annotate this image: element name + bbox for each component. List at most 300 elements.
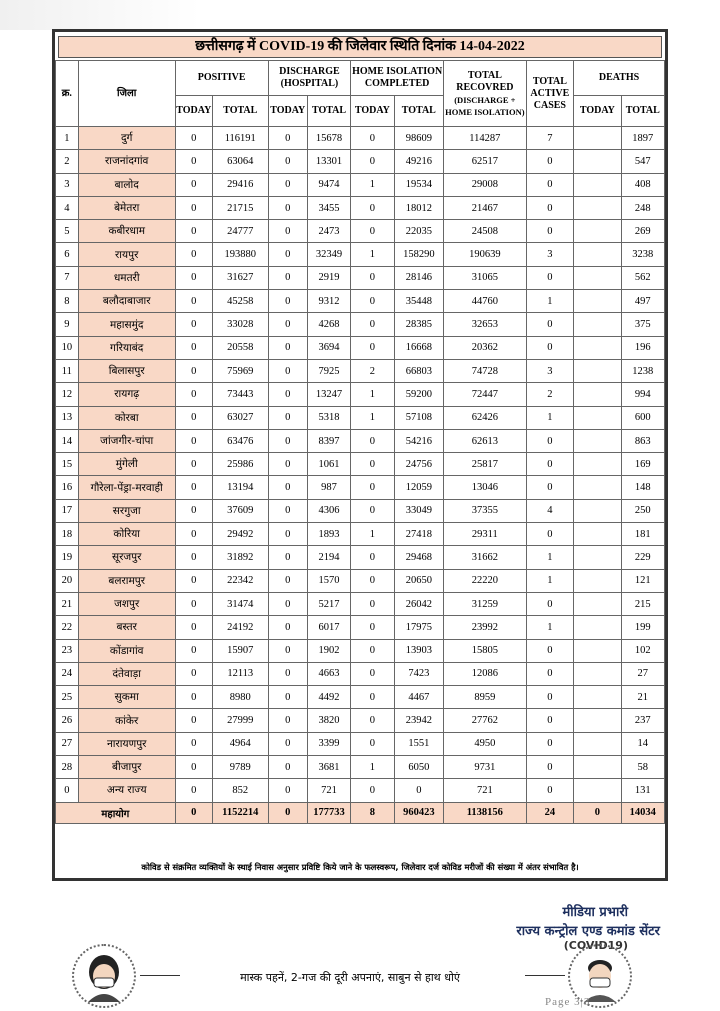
cell-ptot: 9789 xyxy=(212,756,268,779)
cell-htot: 158290 xyxy=(394,243,444,266)
total-deaths-total: 14034 xyxy=(621,802,664,823)
cell-ptot: 33028 xyxy=(212,313,268,336)
cell-sn: 0 xyxy=(56,779,79,802)
cell-ht: 0 xyxy=(351,732,394,755)
cell-rec: 190639 xyxy=(444,243,527,266)
table-row xyxy=(56,173,665,196)
cell-act: 0 xyxy=(526,313,573,336)
total-label: महायोग xyxy=(56,802,176,823)
cell-pt: 0 xyxy=(175,732,212,755)
cell-dt: 0 xyxy=(268,383,307,406)
cell-sn: 26 xyxy=(56,709,79,732)
cell-sn: 7 xyxy=(56,266,79,289)
cell-dt: 0 xyxy=(268,779,307,802)
header-discharge-total: TOTAL xyxy=(307,96,350,127)
cell-dtot: 1893 xyxy=(307,523,350,546)
cell-dtot: 6017 xyxy=(307,616,350,639)
table-row xyxy=(56,779,665,802)
cell-dt: 0 xyxy=(268,592,307,615)
cell-dtot: 13247 xyxy=(307,383,350,406)
cell-dt: 0 xyxy=(268,662,307,685)
cell-detot: 994 xyxy=(621,383,664,406)
cell-pt: 0 xyxy=(175,243,212,266)
cell-dt: 0 xyxy=(268,220,307,243)
cell-dtot: 4268 xyxy=(307,313,350,336)
cell-sn: 23 xyxy=(56,639,79,662)
cell-det xyxy=(574,383,621,406)
cell-dt: 0 xyxy=(268,150,307,173)
cell-detot: 600 xyxy=(621,406,664,429)
cell-det xyxy=(574,150,621,173)
cell-ptot: 45258 xyxy=(212,290,268,313)
table-row xyxy=(56,732,665,755)
cell-name: नारायणपुर xyxy=(78,732,175,755)
cell-pt: 0 xyxy=(175,523,212,546)
cell-name: कबीरधाम xyxy=(78,220,175,243)
footer-slogan: मास्क पहनें, 2-गज की दूरी अपनाएं, साबुन से हाथ धोएं xyxy=(240,971,460,984)
cell-ptot: 75969 xyxy=(212,359,268,382)
cell-htot: 17975 xyxy=(394,616,444,639)
cell-htot: 26042 xyxy=(394,592,444,615)
cell-ptot: 63476 xyxy=(212,429,268,452)
cell-dt: 0 xyxy=(268,709,307,732)
total-active: 24 xyxy=(526,802,573,823)
cell-dtot: 987 xyxy=(307,476,350,499)
cell-act: 0 xyxy=(526,523,573,546)
cell-ptot: 31474 xyxy=(212,592,268,615)
table-row xyxy=(56,709,665,732)
cell-dt: 0 xyxy=(268,290,307,313)
cell-ht: 2 xyxy=(351,359,394,382)
cell-sn: 18 xyxy=(56,523,79,546)
cell-name: सूरजपुर xyxy=(78,546,175,569)
cell-sn: 19 xyxy=(56,546,79,569)
cell-name: गौरेला-पेंड्रा-मरवाही xyxy=(78,476,175,499)
cell-det xyxy=(574,429,621,452)
cell-name: रायपुर xyxy=(78,243,175,266)
cell-htot: 27418 xyxy=(394,523,444,546)
cell-ptot: 852 xyxy=(212,779,268,802)
table-row xyxy=(56,592,665,615)
cell-det xyxy=(574,359,621,382)
cell-htot: 20650 xyxy=(394,569,444,592)
header-district: जिला xyxy=(78,61,175,127)
cell-sn: 27 xyxy=(56,732,79,755)
cell-ptot: 12113 xyxy=(212,662,268,685)
cell-htot: 66803 xyxy=(394,359,444,382)
table-row xyxy=(56,686,665,709)
cell-dt: 0 xyxy=(268,523,307,546)
cell-ptot: 193880 xyxy=(212,243,268,266)
cell-htot: 28146 xyxy=(394,266,444,289)
cell-det xyxy=(574,569,621,592)
cell-rec: 44760 xyxy=(444,290,527,313)
cell-name: धमतरी xyxy=(78,266,175,289)
cell-htot: 57108 xyxy=(394,406,444,429)
cell-pt: 0 xyxy=(175,266,212,289)
cell-pt: 0 xyxy=(175,756,212,779)
cell-dtot: 1570 xyxy=(307,569,350,592)
cell-detot: 148 xyxy=(621,476,664,499)
cell-det xyxy=(574,476,621,499)
cell-pt: 0 xyxy=(175,616,212,639)
cell-rec: 32653 xyxy=(444,313,527,336)
cell-detot: 250 xyxy=(621,499,664,522)
cell-htot: 54216 xyxy=(394,429,444,452)
cell-act: 3 xyxy=(526,243,573,266)
cell-rec: 22220 xyxy=(444,569,527,592)
cell-act: 0 xyxy=(526,196,573,219)
cell-dtot: 13301 xyxy=(307,150,350,173)
cell-sn: 20 xyxy=(56,569,79,592)
cell-name: रायगढ़ xyxy=(78,383,175,406)
total-deaths-today: 0 xyxy=(574,802,621,823)
cell-pt: 0 xyxy=(175,220,212,243)
cell-ptot: 31892 xyxy=(212,546,268,569)
cell-det xyxy=(574,499,621,522)
cell-ptot: 27999 xyxy=(212,709,268,732)
cell-rec: 72447 xyxy=(444,383,527,406)
cell-det xyxy=(574,406,621,429)
total-positive-total: 1152214 xyxy=(212,802,268,823)
cell-htot: 59200 xyxy=(394,383,444,406)
cell-dtot: 3681 xyxy=(307,756,350,779)
cell-det xyxy=(574,453,621,476)
cell-sn: 25 xyxy=(56,686,79,709)
cell-detot: 169 xyxy=(621,453,664,476)
cell-name: कांकेर xyxy=(78,709,175,732)
table-row xyxy=(56,196,665,219)
cell-ptot: 25986 xyxy=(212,453,268,476)
total-positive-today: 0 xyxy=(175,802,212,823)
cell-name: कोरिया xyxy=(78,523,175,546)
table-row xyxy=(56,639,665,662)
cell-rec: 62613 xyxy=(444,429,527,452)
cell-act: 0 xyxy=(526,476,573,499)
cell-name: अन्य राज्य xyxy=(78,779,175,802)
cell-ptot: 20558 xyxy=(212,336,268,359)
cell-dtot: 2919 xyxy=(307,266,350,289)
cell-ht: 0 xyxy=(351,476,394,499)
cell-act: 0 xyxy=(526,429,573,452)
cell-htot: 28385 xyxy=(394,313,444,336)
cell-pt: 0 xyxy=(175,662,212,685)
cell-rec: 13046 xyxy=(444,476,527,499)
table-row xyxy=(56,220,665,243)
cell-act: 0 xyxy=(526,639,573,662)
cell-act: 0 xyxy=(526,266,573,289)
cell-rec: 4950 xyxy=(444,732,527,755)
cell-detot: 229 xyxy=(621,546,664,569)
cell-ht: 0 xyxy=(351,639,394,662)
cell-rec: 62426 xyxy=(444,406,527,429)
cell-name: जांजगीर-चांपा xyxy=(78,429,175,452)
cell-dtot: 8397 xyxy=(307,429,350,452)
cell-dtot: 2194 xyxy=(307,546,350,569)
cell-det xyxy=(574,639,621,662)
cell-sn: 16 xyxy=(56,476,79,499)
cell-ptot: 24192 xyxy=(212,616,268,639)
cell-sn: 11 xyxy=(56,359,79,382)
header-positive-total: TOTAL xyxy=(212,96,268,127)
table-row xyxy=(56,569,665,592)
cell-ht: 0 xyxy=(351,592,394,615)
cell-detot: 131 xyxy=(621,779,664,802)
cell-ptot: 13194 xyxy=(212,476,268,499)
mask-woman-icon xyxy=(72,944,136,1008)
cell-act: 0 xyxy=(526,756,573,779)
cell-rec: 24508 xyxy=(444,220,527,243)
table-row xyxy=(56,150,665,173)
cell-ht: 1 xyxy=(351,243,394,266)
cell-detot: 102 xyxy=(621,639,664,662)
cell-det xyxy=(574,523,621,546)
cell-ptot: 4964 xyxy=(212,732,268,755)
cell-ht: 0 xyxy=(351,662,394,685)
page-number: Page 3|3 xyxy=(545,996,591,1008)
cell-pt: 0 xyxy=(175,709,212,732)
cell-detot: 14 xyxy=(621,732,664,755)
cell-ptot: 8980 xyxy=(212,686,268,709)
cell-rec: 27762 xyxy=(444,709,527,732)
cell-rec: 23992 xyxy=(444,616,527,639)
cell-det xyxy=(574,336,621,359)
cell-act: 0 xyxy=(526,686,573,709)
covid-district-table xyxy=(55,60,665,824)
total-discharge-today: 0 xyxy=(268,802,307,823)
cell-dtot: 4492 xyxy=(307,686,350,709)
cell-dtot: 5217 xyxy=(307,592,350,615)
table-row xyxy=(56,383,665,406)
cell-detot: 181 xyxy=(621,523,664,546)
cell-det xyxy=(574,266,621,289)
cell-dt: 0 xyxy=(268,127,307,150)
cell-rec: 74728 xyxy=(444,359,527,382)
cell-act: 1 xyxy=(526,616,573,639)
cell-name: दंतेवाड़ा xyxy=(78,662,175,685)
cell-det xyxy=(574,290,621,313)
cell-rec: 31259 xyxy=(444,592,527,615)
cell-name: कोरबा xyxy=(78,406,175,429)
header-total-recovered xyxy=(444,61,527,127)
total-home-total: 960423 xyxy=(394,802,444,823)
cell-htot: 1551 xyxy=(394,732,444,755)
cell-det xyxy=(574,686,621,709)
cell-ht: 0 xyxy=(351,429,394,452)
cell-act: 0 xyxy=(526,662,573,685)
cell-htot: 12059 xyxy=(394,476,444,499)
cell-rec: 31065 xyxy=(444,266,527,289)
cell-dtot: 3455 xyxy=(307,196,350,219)
cell-htot: 22035 xyxy=(394,220,444,243)
cell-ht: 1 xyxy=(351,173,394,196)
cell-act: 3 xyxy=(526,359,573,382)
cell-name: बीजापुर xyxy=(78,756,175,779)
cell-dt: 0 xyxy=(268,429,307,452)
cell-name: बिलासपुर xyxy=(78,359,175,382)
cell-detot: 375 xyxy=(621,313,664,336)
header-deaths-today: TODAY xyxy=(574,96,621,127)
cell-dtot: 5318 xyxy=(307,406,350,429)
cell-sn: 2 xyxy=(56,150,79,173)
cell-rec: 114287 xyxy=(444,127,527,150)
cell-dt: 0 xyxy=(268,336,307,359)
cell-htot: 19534 xyxy=(394,173,444,196)
table-row xyxy=(56,336,665,359)
cell-act: 4 xyxy=(526,499,573,522)
cell-pt: 0 xyxy=(175,686,212,709)
cell-htot: 16668 xyxy=(394,336,444,359)
cell-detot: 408 xyxy=(621,173,664,196)
cell-act: 0 xyxy=(526,592,573,615)
cell-name: बलौदाबाजार xyxy=(78,290,175,313)
header-home-today: TODAY xyxy=(351,96,394,127)
cell-dtot: 2473 xyxy=(307,220,350,243)
signature-line-3: (COVID19) xyxy=(563,939,628,952)
cell-name: दुर्ग xyxy=(78,127,175,150)
cell-sn: 4 xyxy=(56,196,79,219)
cell-pt: 0 xyxy=(175,639,212,662)
cell-rec: 31662 xyxy=(444,546,527,569)
cell-det xyxy=(574,243,621,266)
cell-pt: 0 xyxy=(175,290,212,313)
cell-sn: 28 xyxy=(56,756,79,779)
cell-dt: 0 xyxy=(268,732,307,755)
cell-ptot: 24777 xyxy=(212,220,268,243)
cell-act: 1 xyxy=(526,406,573,429)
cell-sn: 24 xyxy=(56,662,79,685)
total-row xyxy=(56,802,665,823)
cell-det xyxy=(574,709,621,732)
cell-act: 7 xyxy=(526,127,573,150)
cell-det xyxy=(574,313,621,336)
cell-name: बेमेतरा xyxy=(78,196,175,219)
cell-detot: 863 xyxy=(621,429,664,452)
cell-rec: 62517 xyxy=(444,150,527,173)
header-total-recovered-sub: (DISCHARGE + HOME ISOLATION) xyxy=(445,94,525,117)
cell-ht: 0 xyxy=(351,499,394,522)
cell-dt: 0 xyxy=(268,499,307,522)
cell-act: 0 xyxy=(526,732,573,755)
cell-detot: 269 xyxy=(621,220,664,243)
cell-name: सरगुजा xyxy=(78,499,175,522)
cell-sn: 17 xyxy=(56,499,79,522)
table-row xyxy=(56,616,665,639)
cell-detot: 215 xyxy=(621,592,664,615)
cell-ht: 0 xyxy=(351,313,394,336)
cell-pt: 0 xyxy=(175,779,212,802)
cell-dt: 0 xyxy=(268,173,307,196)
cell-ht: 0 xyxy=(351,709,394,732)
cell-detot: 199 xyxy=(621,616,664,639)
total-recovered: 1138156 xyxy=(444,802,527,823)
cell-dtot: 15678 xyxy=(307,127,350,150)
table-row xyxy=(56,476,665,499)
cell-dt: 0 xyxy=(268,313,307,336)
cell-dt: 0 xyxy=(268,686,307,709)
cell-sn: 8 xyxy=(56,290,79,313)
cell-detot: 121 xyxy=(621,569,664,592)
cell-det xyxy=(574,220,621,243)
table-row xyxy=(56,429,665,452)
cell-name: बलरामपुर xyxy=(78,569,175,592)
cell-ptot: 21715 xyxy=(212,196,268,219)
cell-htot: 6050 xyxy=(394,756,444,779)
cell-ht: 0 xyxy=(351,336,394,359)
cell-ht: 0 xyxy=(351,546,394,569)
cell-pt: 0 xyxy=(175,429,212,452)
cell-sn: 21 xyxy=(56,592,79,615)
cell-dtot: 9312 xyxy=(307,290,350,313)
cell-name: जशपुर xyxy=(78,592,175,615)
cell-detot: 497 xyxy=(621,290,664,313)
cell-ht: 0 xyxy=(351,150,394,173)
cell-rec: 29311 xyxy=(444,523,527,546)
cell-dtot: 1902 xyxy=(307,639,350,662)
cell-name: सुकमा xyxy=(78,686,175,709)
cell-htot: 98609 xyxy=(394,127,444,150)
cell-rec: 29008 xyxy=(444,173,527,196)
cell-htot: 29468 xyxy=(394,546,444,569)
cell-detot: 237 xyxy=(621,709,664,732)
cell-det xyxy=(574,756,621,779)
cell-detot: 562 xyxy=(621,266,664,289)
cell-det xyxy=(574,616,621,639)
cell-htot: 0 xyxy=(394,779,444,802)
footnote: कोविड से संक्रमित व्यक्तियों के स्थाई निवास अनुसार प्रविष्टि किये जाने के फलस्वरूप, जिलेवार दर्ज कोविड मरीजों की संख्या में अंतर संभावित है। xyxy=(141,862,579,872)
cell-act: 0 xyxy=(526,220,573,243)
page-corner-shade xyxy=(0,0,200,30)
cell-rec: 20362 xyxy=(444,336,527,359)
cell-dtot: 3694 xyxy=(307,336,350,359)
cell-detot: 1238 xyxy=(621,359,664,382)
cell-dt: 0 xyxy=(268,243,307,266)
footer-arrow-right xyxy=(525,975,565,976)
header-discharge: DISCHARGE (HOSPITAL) xyxy=(268,61,351,96)
cell-act: 2 xyxy=(526,383,573,406)
cell-htot: 18012 xyxy=(394,196,444,219)
cell-pt: 0 xyxy=(175,383,212,406)
cell-name: बस्तर xyxy=(78,616,175,639)
cell-detot: 1897 xyxy=(621,127,664,150)
cell-dt: 0 xyxy=(268,546,307,569)
cell-dt: 0 xyxy=(268,756,307,779)
signature-line-2: राज्य कन्ट्रोल एण्ड कमांड सेंटर xyxy=(516,924,660,939)
signature-line-1: मीडिया प्रभारी xyxy=(562,905,628,920)
total-discharge-total: 177733 xyxy=(307,802,350,823)
cell-ht: 0 xyxy=(351,453,394,476)
table-row xyxy=(56,313,665,336)
cell-sn: 14 xyxy=(56,429,79,452)
cell-dtot: 32349 xyxy=(307,243,350,266)
table-row xyxy=(56,523,665,546)
cell-rec: 25817 xyxy=(444,453,527,476)
cell-detot: 196 xyxy=(621,336,664,359)
cell-dtot: 3820 xyxy=(307,709,350,732)
cell-name: बालोद xyxy=(78,173,175,196)
cell-dt: 0 xyxy=(268,639,307,662)
total-home-today: 8 xyxy=(351,802,394,823)
cell-dtot: 3399 xyxy=(307,732,350,755)
cell-ht: 0 xyxy=(351,686,394,709)
cell-det xyxy=(574,546,621,569)
cell-act: 1 xyxy=(526,569,573,592)
cell-detot: 58 xyxy=(621,756,664,779)
cell-rec: 721 xyxy=(444,779,527,802)
cell-pt: 0 xyxy=(175,406,212,429)
header-positive: POSITIVE xyxy=(175,61,268,96)
table-row xyxy=(56,359,665,382)
